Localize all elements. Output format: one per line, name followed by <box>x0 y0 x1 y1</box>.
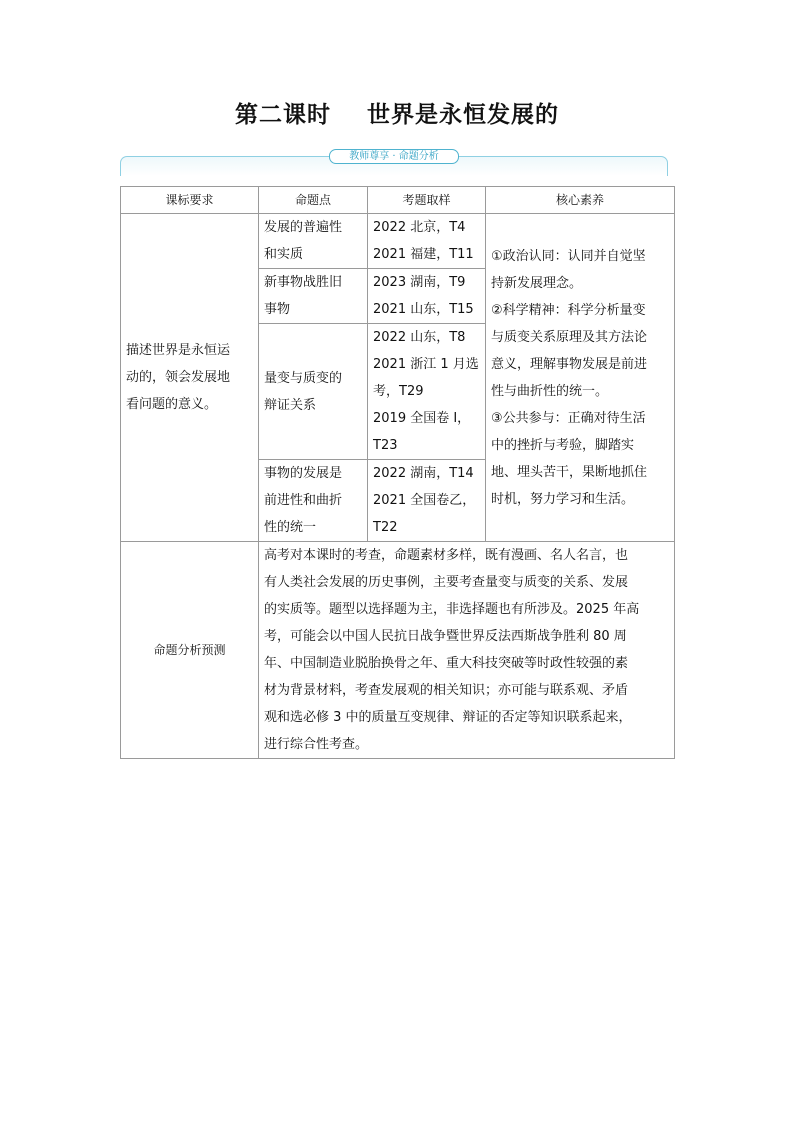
analysis-line: 材为背景材料，考查发展观的相关知识；亦可能与联系观、矛盾 <box>264 683 629 698</box>
literacy-line: ①政治认同：认同并自觉坚 <box>491 248 646 264</box>
requirement-line: 看问题的意义。 <box>126 397 218 412</box>
literacy-line: 地、埋头苦干，果断地抓住 <box>491 464 648 480</box>
table-row <box>121 542 675 759</box>
sample-line: 2021 全国卷乙， <box>373 493 476 508</box>
sample-line: 2022 湖南，T14 <box>373 466 474 481</box>
analysis-line: 有人类社会发展的历史事例，主要考查量变与质变的关系、发展 <box>264 575 629 590</box>
point-line: 前进性和曲折 <box>264 493 343 508</box>
analysis-line: 的实质等。题型以选择题为主，非选择题也有所涉及。2025 年高 <box>264 602 640 617</box>
literacy-cell <box>486 214 675 542</box>
analysis-line: 观和选必修 3 中的质量互变规律、辩证的否定等知识联系起来， <box>264 710 632 725</box>
point-line: 事物的发展是 <box>264 466 343 481</box>
sample-line: 2022 山东，T8 <box>373 330 466 345</box>
point-line: 和实质 <box>264 247 304 262</box>
header-requirement: 课标要求 <box>121 187 259 214</box>
literacy-line: ③公共参与：正确对待生活 <box>491 410 646 426</box>
samples-cell <box>368 214 486 269</box>
point-line: 性的统一 <box>264 520 317 535</box>
sample-line: T22 <box>373 520 398 535</box>
literacy-line: 意义，理解事物发展是前进 <box>491 356 648 372</box>
table-row <box>121 214 675 269</box>
point-line: 新事物战胜旧 <box>264 275 343 290</box>
sample-line: 2021 浙江 1 月选 <box>373 357 479 372</box>
requirement-cell <box>121 214 259 542</box>
literacy-line: 性与曲折性的统一。 <box>491 383 609 399</box>
analysis-line: 考，可能会以中国人民抗日战争暨世界反法西斯战争胜利 80 周 <box>264 629 627 644</box>
analysis-label: 命题分析预测 <box>121 542 259 759</box>
point-line: 发展的普遍性 <box>264 220 343 235</box>
point-line: 辩证关系 <box>264 397 317 413</box>
table-header-row <box>121 187 675 214</box>
literacy-line: ②科学精神：科学分析量变 <box>491 302 646 318</box>
literacy-line: 时机，努力学习和生活。 <box>491 491 635 507</box>
literacy-line: 中的挫折与考验，脚踏实 <box>491 437 635 453</box>
analysis-cell <box>259 542 675 759</box>
analysis-line: 进行综合性考查。 <box>264 737 369 752</box>
sample-line: 2022 北京，T4 <box>373 220 466 235</box>
header-point: 命题点 <box>259 187 368 214</box>
analysis-line: 高考对本课时的考查，命题素材多样，既有漫画、名人名言，也 <box>264 548 629 563</box>
literacy-line: 与质变关系原理及其方法论 <box>491 329 648 345</box>
samples-cell <box>368 460 486 542</box>
header-literacy: 核心素养 <box>486 187 675 214</box>
banner-label: 教师尊享 · 命题分析 <box>329 149 459 164</box>
point-cell <box>259 324 368 460</box>
analysis-table <box>120 186 675 759</box>
sample-line: T23 <box>373 438 398 453</box>
sample-line: 2019 全国卷 Ⅰ， <box>373 411 471 426</box>
requirement-line: 动的，领会发展地 <box>126 370 231 385</box>
point-cell <box>259 269 368 324</box>
point-line: 量变与质变的 <box>264 370 343 386</box>
sample-line: 考，T29 <box>373 384 424 399</box>
samples-cell <box>368 324 486 460</box>
point-cell <box>259 214 368 269</box>
point-line: 事物 <box>264 302 291 317</box>
requirement-line: 描述世界是永恒运 <box>126 343 231 358</box>
sample-line: 2021 福建，T11 <box>373 247 474 262</box>
analysis-line: 年、中国制造业脱胎换骨之年、重大科技突破等时政性较强的素 <box>264 656 629 671</box>
header-samples: 考题取样 <box>368 187 486 214</box>
page-title: 第二课时 世界是永恒发展的 <box>234 102 560 128</box>
point-cell <box>259 460 368 542</box>
literacy-line: 持新发展理念。 <box>491 275 583 291</box>
sample-line: 2021 山东，T15 <box>373 302 474 317</box>
samples-cell <box>368 269 486 324</box>
sample-line: 2023 湖南，T9 <box>373 275 466 290</box>
